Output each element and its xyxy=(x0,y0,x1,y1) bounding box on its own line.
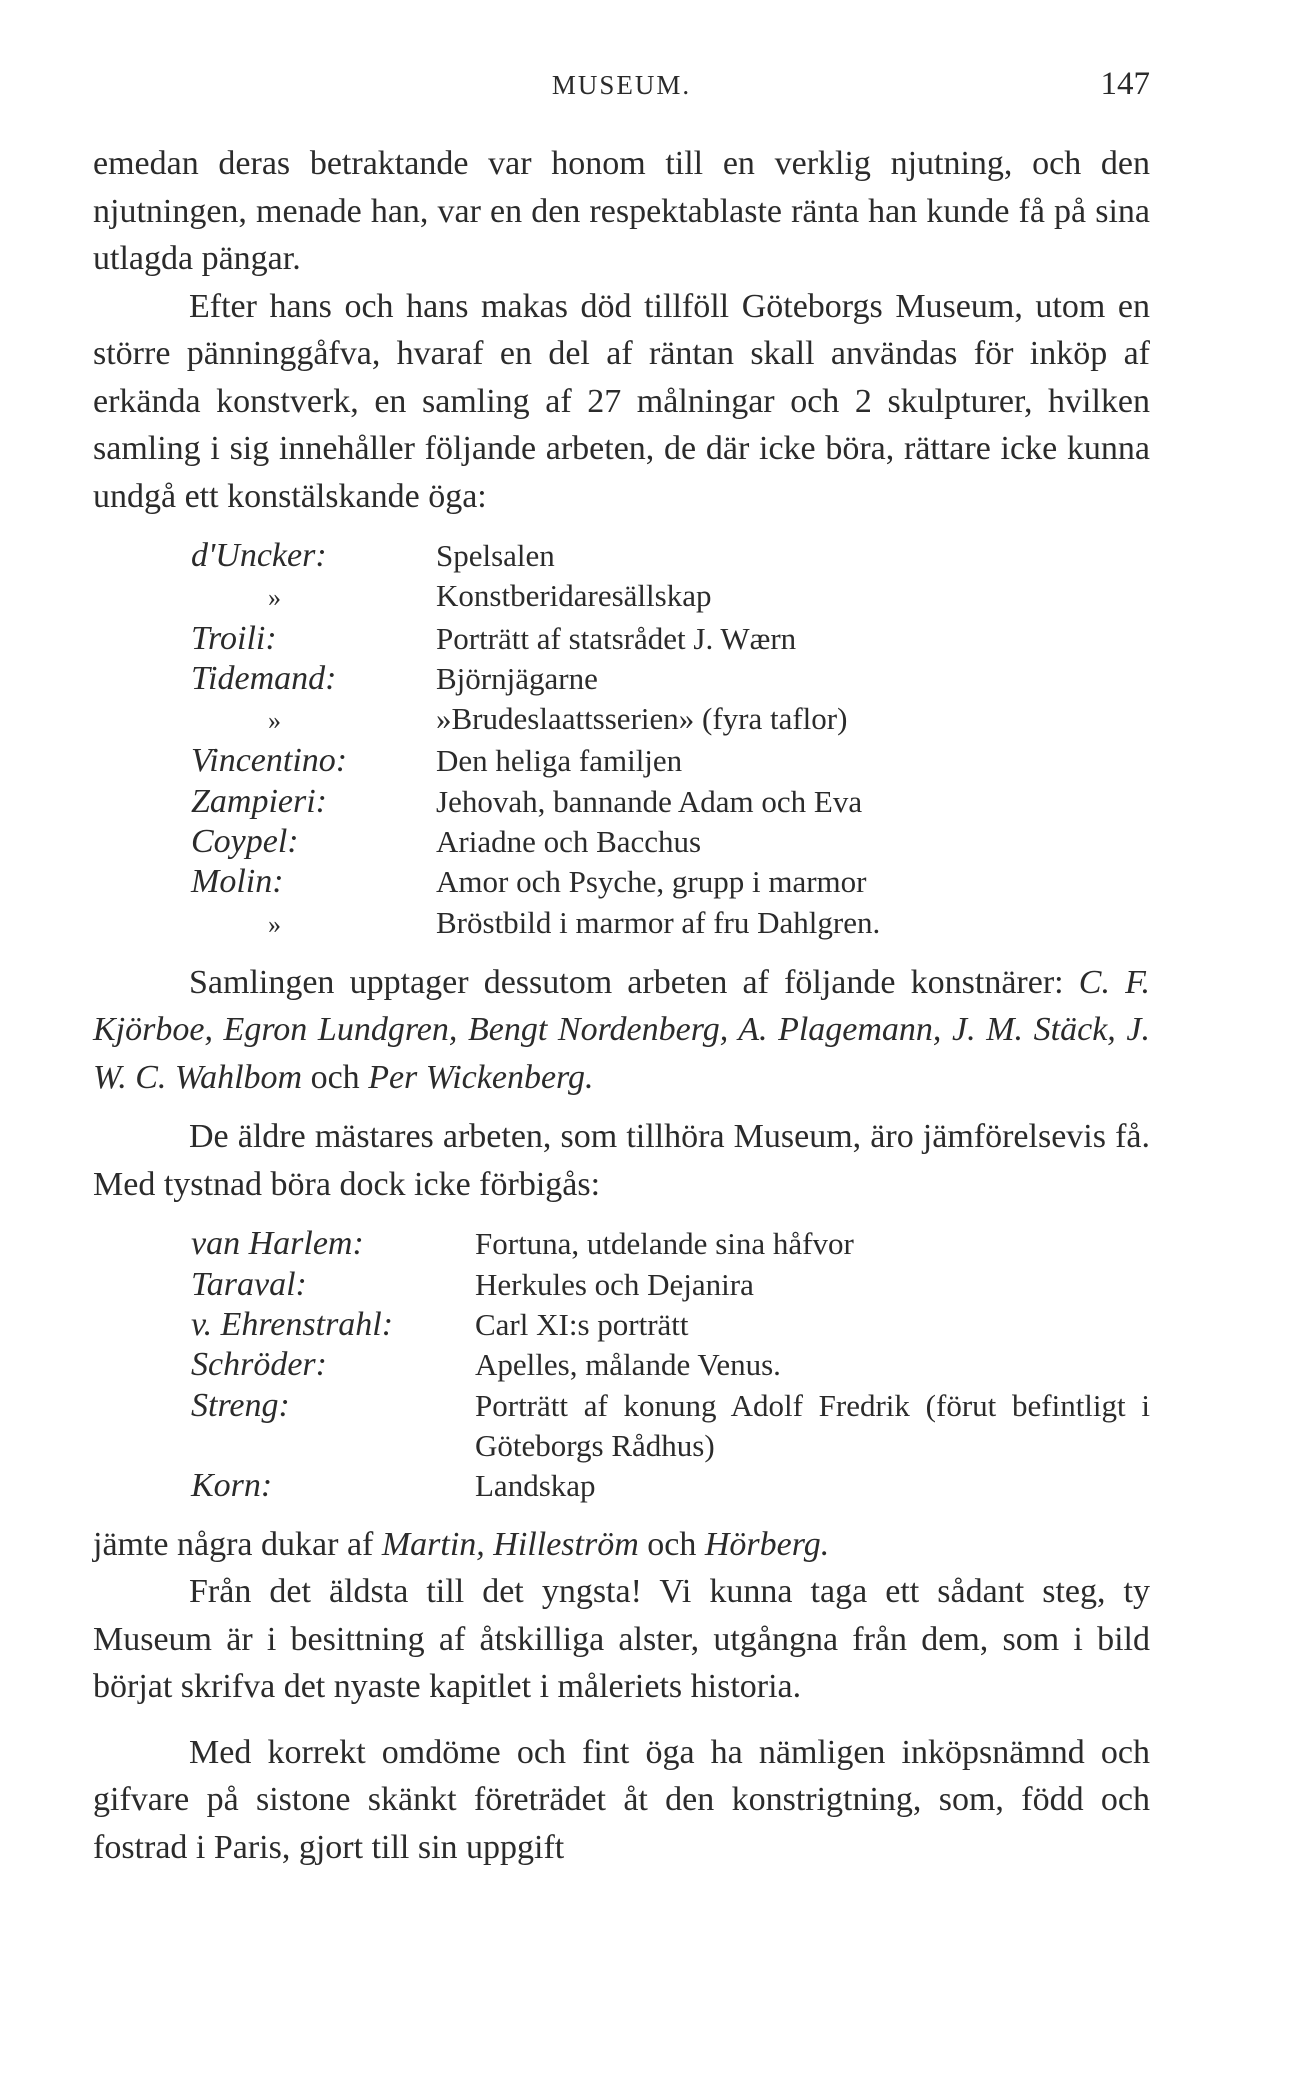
ditto-mark: » xyxy=(268,909,281,939)
paragraph-6: Från det äldsta till det yngsta! Vi kunna taga ett sådant steg, ty Museum är i besittning af åtskilliga alster, utgångna från dem, som i bild börjat skrifva det nyaste kapitlet i måleriets historia. xyxy=(93,1573,1150,1706)
artwork-title: Konstberidaresällskap xyxy=(436,578,712,614)
list-item xyxy=(93,741,1150,781)
conjunction: och xyxy=(647,1525,697,1563)
artwork-title: Björnjägarne xyxy=(436,660,598,696)
list-item xyxy=(93,536,1150,576)
artist-name: Tidemand: xyxy=(191,659,337,697)
artwork-title: Den heliga familjen xyxy=(436,743,683,779)
list-item xyxy=(93,782,1150,822)
artwork-title: Porträtt af statsrådet J. Wærn xyxy=(436,620,797,656)
paragraph-3-text: Samlingen upptager dessutom arbeten af följande konstnärer: xyxy=(189,963,1064,1001)
artwork-title: Herkules och Dejanira xyxy=(475,1266,754,1302)
artist-name: Taraval: xyxy=(191,1265,307,1303)
paragraph-1: emedan deras betraktande var honom till en verklig njutning, och den njutningen, menade han, var en den respektablaste ränta han kunde få på sina utlagda pängar. xyxy=(93,145,1150,277)
artist-name: Zampieri: xyxy=(191,782,327,820)
list-item xyxy=(93,1386,1150,1467)
list-item xyxy=(93,1265,1150,1305)
artist-names: Martin, Hilleström xyxy=(381,1525,639,1563)
artist-name: d'Uncker: xyxy=(191,537,327,574)
list-item xyxy=(93,619,1150,659)
paragraph-4: De äldre mästares arbeten, som tillhöra Museum, äro jämförelsevis få. Med tystnad böra dock icke förbigås: xyxy=(93,1118,1150,1203)
paragraph-7: Med korrekt omdöme och fint öga ha nämligen inköpsnämnd och gifvare på sistone skänkt företrädet åt den konstrigtning, som, född och fostrad i Paris, gjort till sin uppgift xyxy=(93,1733,1150,1866)
artwork-title: Apelles, målande Venus. xyxy=(475,1347,781,1383)
page-number: 147 xyxy=(1100,66,1150,102)
running-title: MUSEUM. xyxy=(551,70,692,100)
list-item xyxy=(93,1466,1150,1506)
list-item xyxy=(93,659,1150,699)
ditto-mark: » xyxy=(268,706,281,736)
paragraph-2: Efter hans och hans makas död tillföll Göteborgs Museum, utom en större pänninggåfva, hvaraf en del af räntan skall användas för inköp af erkända konstverk, en samling af 27 målningar och 2 skulpturer, hvilken samling i sig innehåller följande arbeten, de där icke böra, rättare icke kunna undgå ett konstälskande öga: xyxy=(93,287,1150,515)
artwork-title: Amor och Psyche, grupp i marmor xyxy=(436,864,867,900)
list-item xyxy=(93,576,1150,618)
artwork-title: Spelsalen xyxy=(436,538,555,573)
artwork-title: Porträtt af konung Adolf Fredrik (förut befintligt i Göteborgs Rådhus) xyxy=(475,1387,1150,1463)
artwork-title: Bröstbild i marmor af fru Dahlgren. xyxy=(436,904,881,940)
artist-name: Per Wickenberg. xyxy=(368,1058,594,1096)
paragraph-5-text: jämte några dukar af xyxy=(93,1525,374,1563)
list-item xyxy=(93,1305,1150,1345)
list-item xyxy=(93,903,1150,945)
artwork-title: »Brudeslaattsserien» (fyra taflor) xyxy=(436,701,848,737)
artist-name: van Harlem: xyxy=(191,1225,364,1263)
artist-name: Streng: xyxy=(191,1386,290,1424)
list-item xyxy=(93,822,1150,862)
body-text xyxy=(93,140,1150,1871)
list-item xyxy=(93,1224,1150,1264)
artist-name: Schröder: xyxy=(191,1346,327,1384)
artist-name: Vincentino: xyxy=(191,742,348,780)
artist-name: Coypel: xyxy=(191,823,299,861)
ditto-mark: » xyxy=(268,583,281,613)
artwork-list-collection xyxy=(93,536,1150,945)
artwork-title: Landskap xyxy=(475,1468,596,1504)
conjunction: och xyxy=(310,1058,360,1096)
artwork-title: Jehovah, bannande Adam och Eva xyxy=(436,783,863,819)
artwork-title: Carl XI:s porträtt xyxy=(475,1307,689,1343)
paragraph-5 xyxy=(93,1521,1150,1569)
artwork-title: Ariadne och Bacchus xyxy=(436,824,702,860)
artist-name: Korn: xyxy=(191,1467,273,1505)
list-item xyxy=(93,699,1150,741)
paragraph-3 xyxy=(93,959,1150,1102)
artist-name: Molin: xyxy=(191,863,284,901)
artist-name: Troili: xyxy=(191,619,277,657)
artwork-title: Fortuna, utdelande sina håfvor xyxy=(475,1226,854,1262)
artist-names: C. F. Kjörboe, Egron Lundgren, Bengt Nordenberg, A. Plagemann, J. M. Stäck, J. W. C. Wahlbom xyxy=(93,963,1150,1096)
list-item xyxy=(93,862,1150,902)
artist-name: v. Ehrenstrahl: xyxy=(191,1306,394,1344)
artist-name: Hörberg. xyxy=(704,1525,830,1563)
artwork-list-old-masters xyxy=(93,1224,1150,1506)
list-item xyxy=(93,1345,1150,1385)
running-header xyxy=(93,66,1150,106)
